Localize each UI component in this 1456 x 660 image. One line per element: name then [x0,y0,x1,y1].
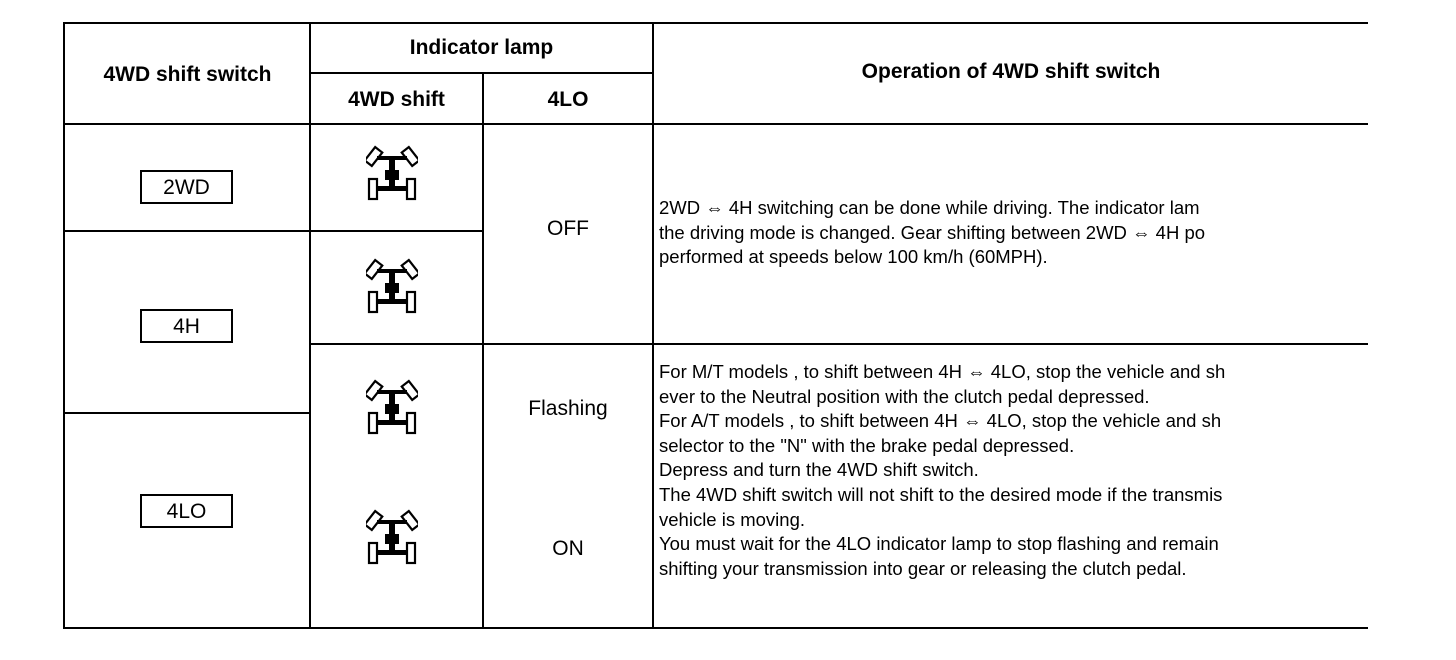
operation-line: selector to the "N" with the brake pedal depressed. [659,434,1075,456]
4wd-drivetrain-icon [366,255,418,317]
header-switch: 4WD shift switch [103,63,272,86]
switch-2wd-box: 2WD [140,170,233,204]
operation-line: For M/T models , to shift between 4H ⇔ 4LO, stop the vehicle and sh [659,361,1226,382]
col-divider-switch [309,22,311,629]
operation-line: the driving mode is changed. Gear shifting between 2WD ⇔ 4H po [659,221,1206,243]
table-border-left [63,22,65,629]
operation-line: shifting your transmission into gear or releasing the clutch pedal. [659,557,1187,579]
header-bottom-border [64,123,1368,125]
4wd-drivetrain-icon [366,376,418,438]
operation-line: The 4WD shift switch will not shift to the desired mode if the transmis [659,483,1223,505]
lamp-4lo-off: OFF [547,217,589,240]
switch-4lo-box: 4LO [140,494,233,528]
4wd-drivetrain-icon [366,506,418,568]
switch-4h-box: 4H [140,309,233,343]
operation-line: Depress and turn the 4WD shift switch. [659,459,979,481]
lamp-4lo-on: ON [552,537,584,560]
4wd-drivetrain-icon [366,142,418,204]
operation-line: vehicle is moving. [659,508,806,530]
row-divider-icons-1 [310,230,483,232]
header-4lo: 4LO [547,88,589,111]
row-divider-4h-4lo [64,412,310,414]
row-divider-mid [310,343,1368,345]
operation-text-2wd-4h [659,196,1368,270]
header-4wd-shift: 4WD shift [348,88,445,111]
header-indicator-lamp: Indicator lamp [409,36,554,59]
table-border-bottom [64,627,1368,629]
operation-line: You must wait for the 4LO indicator lamp to stop flashing and remain [659,533,1219,555]
operation-line: For A/T models , to shift between 4H ⇔ 4LO, stop the vehicle and sh [659,410,1222,432]
header-operation: Operation of 4WD shift switch [861,60,1161,83]
col-divider-operation [652,22,654,629]
operation-line: 2WD ⇔ 4H switching can be done while driving. The indicator lam [659,197,1200,218]
row-divider-2wd-4h [64,230,310,232]
table-border-top [64,22,1368,24]
operation-text-4h-4lo [659,360,1368,581]
operation-line: performed at speeds below 100 km/h (60MPH). [659,246,1048,268]
operation-line: ever to the Neutral position with the clutch pedal depressed. [659,385,1150,407]
lamp-4lo-flashing: Flashing [528,397,608,420]
